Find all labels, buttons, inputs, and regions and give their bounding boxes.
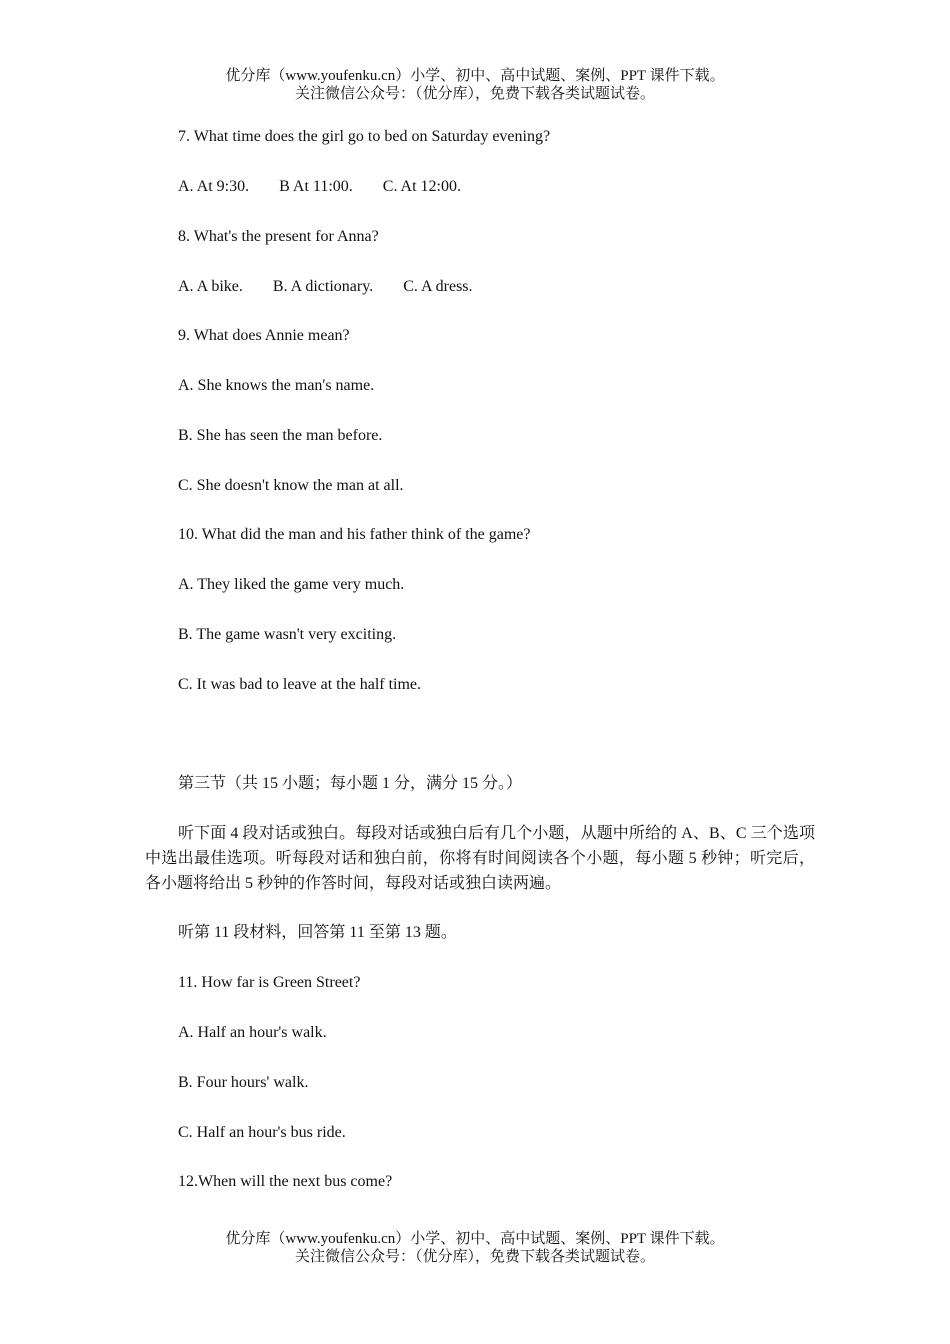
option-b: B At 11:00.	[279, 178, 353, 195]
material-note: 听第 11 段材料，回答第 11 至第 13 题。	[178, 924, 457, 941]
question-9-option-b: B. She has seen the man before.	[178, 427, 383, 444]
question-11-option-c: C. Half an hour's bus ride.	[178, 1124, 346, 1141]
question-9-option-c: C. She doesn't know the man at all.	[178, 477, 404, 494]
option-c: C. At 12:00.	[382, 178, 461, 195]
footer-line-1: 优分库（www.youfenku.cn）小学、初中、高中试题、案例、PPT 课件下载。	[225, 1231, 725, 1247]
question-9-option-a: A. She knows the man's name.	[178, 377, 375, 394]
header-line-2: 关注微信公众号：（优分库），免费下载各类试题试卷。	[294, 86, 655, 102]
option-b: B. A dictionary.	[272, 278, 374, 295]
question-10: 10. What did the man and his father think of the game?	[178, 526, 531, 543]
section-title: 第三节（共 15 小题；每小题 1 分，满分 15 分。）	[178, 775, 523, 792]
option-a: A. At 9:30.	[178, 178, 250, 195]
question-12: 12.When will the next bus come?	[178, 1173, 393, 1190]
question-7: 7. What time does the girl go to bed on Saturday evening?	[178, 128, 551, 145]
option-c: C. A dress.	[403, 278, 473, 295]
page-footer	[0, 1230, 950, 1266]
question-11: 11. How far is Green Street?	[178, 974, 361, 991]
question-8: 8. What's the present for Anna?	[178, 228, 379, 245]
question-9: 9. What does Annie mean?	[178, 327, 350, 344]
question-11-option-a: A. Half an hour's walk.	[178, 1024, 327, 1041]
section-instructions: 听下面 4 段对话或独白。每段对话或独白后有几个小题，从题中所给的 A、B、C 三个选项中选出最佳选项。听每段对话和独白前，你将有时间阅读各个小题，每小题 5 秒钟；听完后，各小题将给出 5 秒钟的作答时间，每段对话或独白读两遍。	[145, 825, 815, 892]
question-10-option-a: A. They liked the game very much.	[178, 576, 405, 593]
footer-line-2: 关注微信公众号：（优分库），免费下载各类试题试卷。	[294, 1249, 655, 1265]
option-a: A. A bike.	[178, 278, 243, 295]
question-8-options	[178, 277, 473, 297]
question-10-option-c: C. It was bad to leave at the half time.	[178, 676, 422, 693]
question-10-option-b: B. The game wasn't very exciting.	[178, 626, 397, 643]
header-line-1: 优分库（www.youfenku.cn）小学、初中、高中试题、案例、PPT 课件下载。	[225, 68, 725, 84]
page-header	[0, 67, 950, 103]
question-7-options	[178, 177, 461, 197]
question-11-option-b: B. Four hours' walk.	[178, 1074, 309, 1091]
